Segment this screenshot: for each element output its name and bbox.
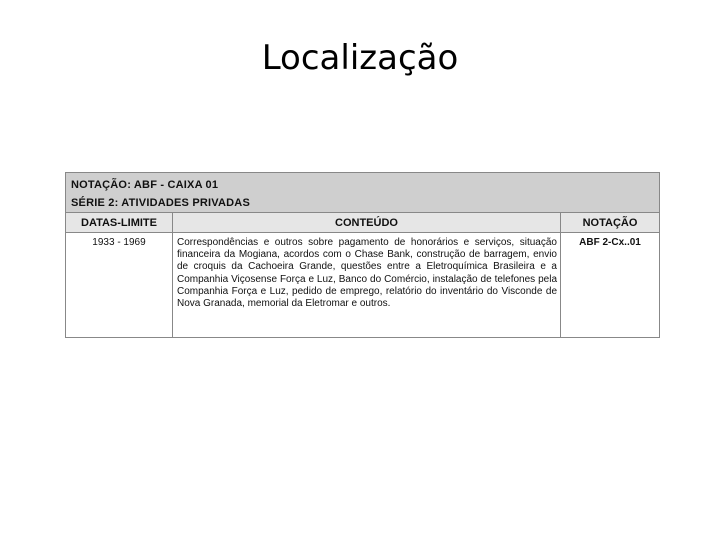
column-header-notation: NOTAÇÃO	[561, 213, 660, 233]
notation-cell: ABF 2-Cx..01	[561, 233, 660, 338]
slide-title: Localização	[261, 38, 459, 78]
notation-header-row	[66, 173, 660, 195]
series-header: SÉRIE 2: ATIVIDADES PRIVADAS	[66, 194, 660, 213]
column-header-row	[66, 213, 660, 233]
table-row	[66, 233, 660, 338]
notation-header: NOTAÇÃO: ABF - CAIXA 01	[66, 173, 660, 195]
column-header-dates: DATAS-LIMITE	[66, 213, 173, 233]
column-header-content: CONTEÚDO	[173, 213, 561, 233]
archive-record-table	[65, 172, 660, 338]
content-cell: Correspondências e outros sobre pagamento de honorários e serviços, situação financeira da Mogiana, acordos com o Chase Bank, construção de barragem, envio de croquis da Cachoeira Grande, questões entre a Eletroquímica Brasileira e a Companhia Viçosense Força e Luz, Banco do Comércio, instalação de telefones pela Companhia Força e Luz, pedido de emprego, relatório do inventário do Visconde de Nova Granada, memorial da Eletromar e outros.	[173, 233, 561, 338]
dates-cell: 1933 - 1969	[66, 233, 173, 338]
series-header-row	[66, 194, 660, 213]
